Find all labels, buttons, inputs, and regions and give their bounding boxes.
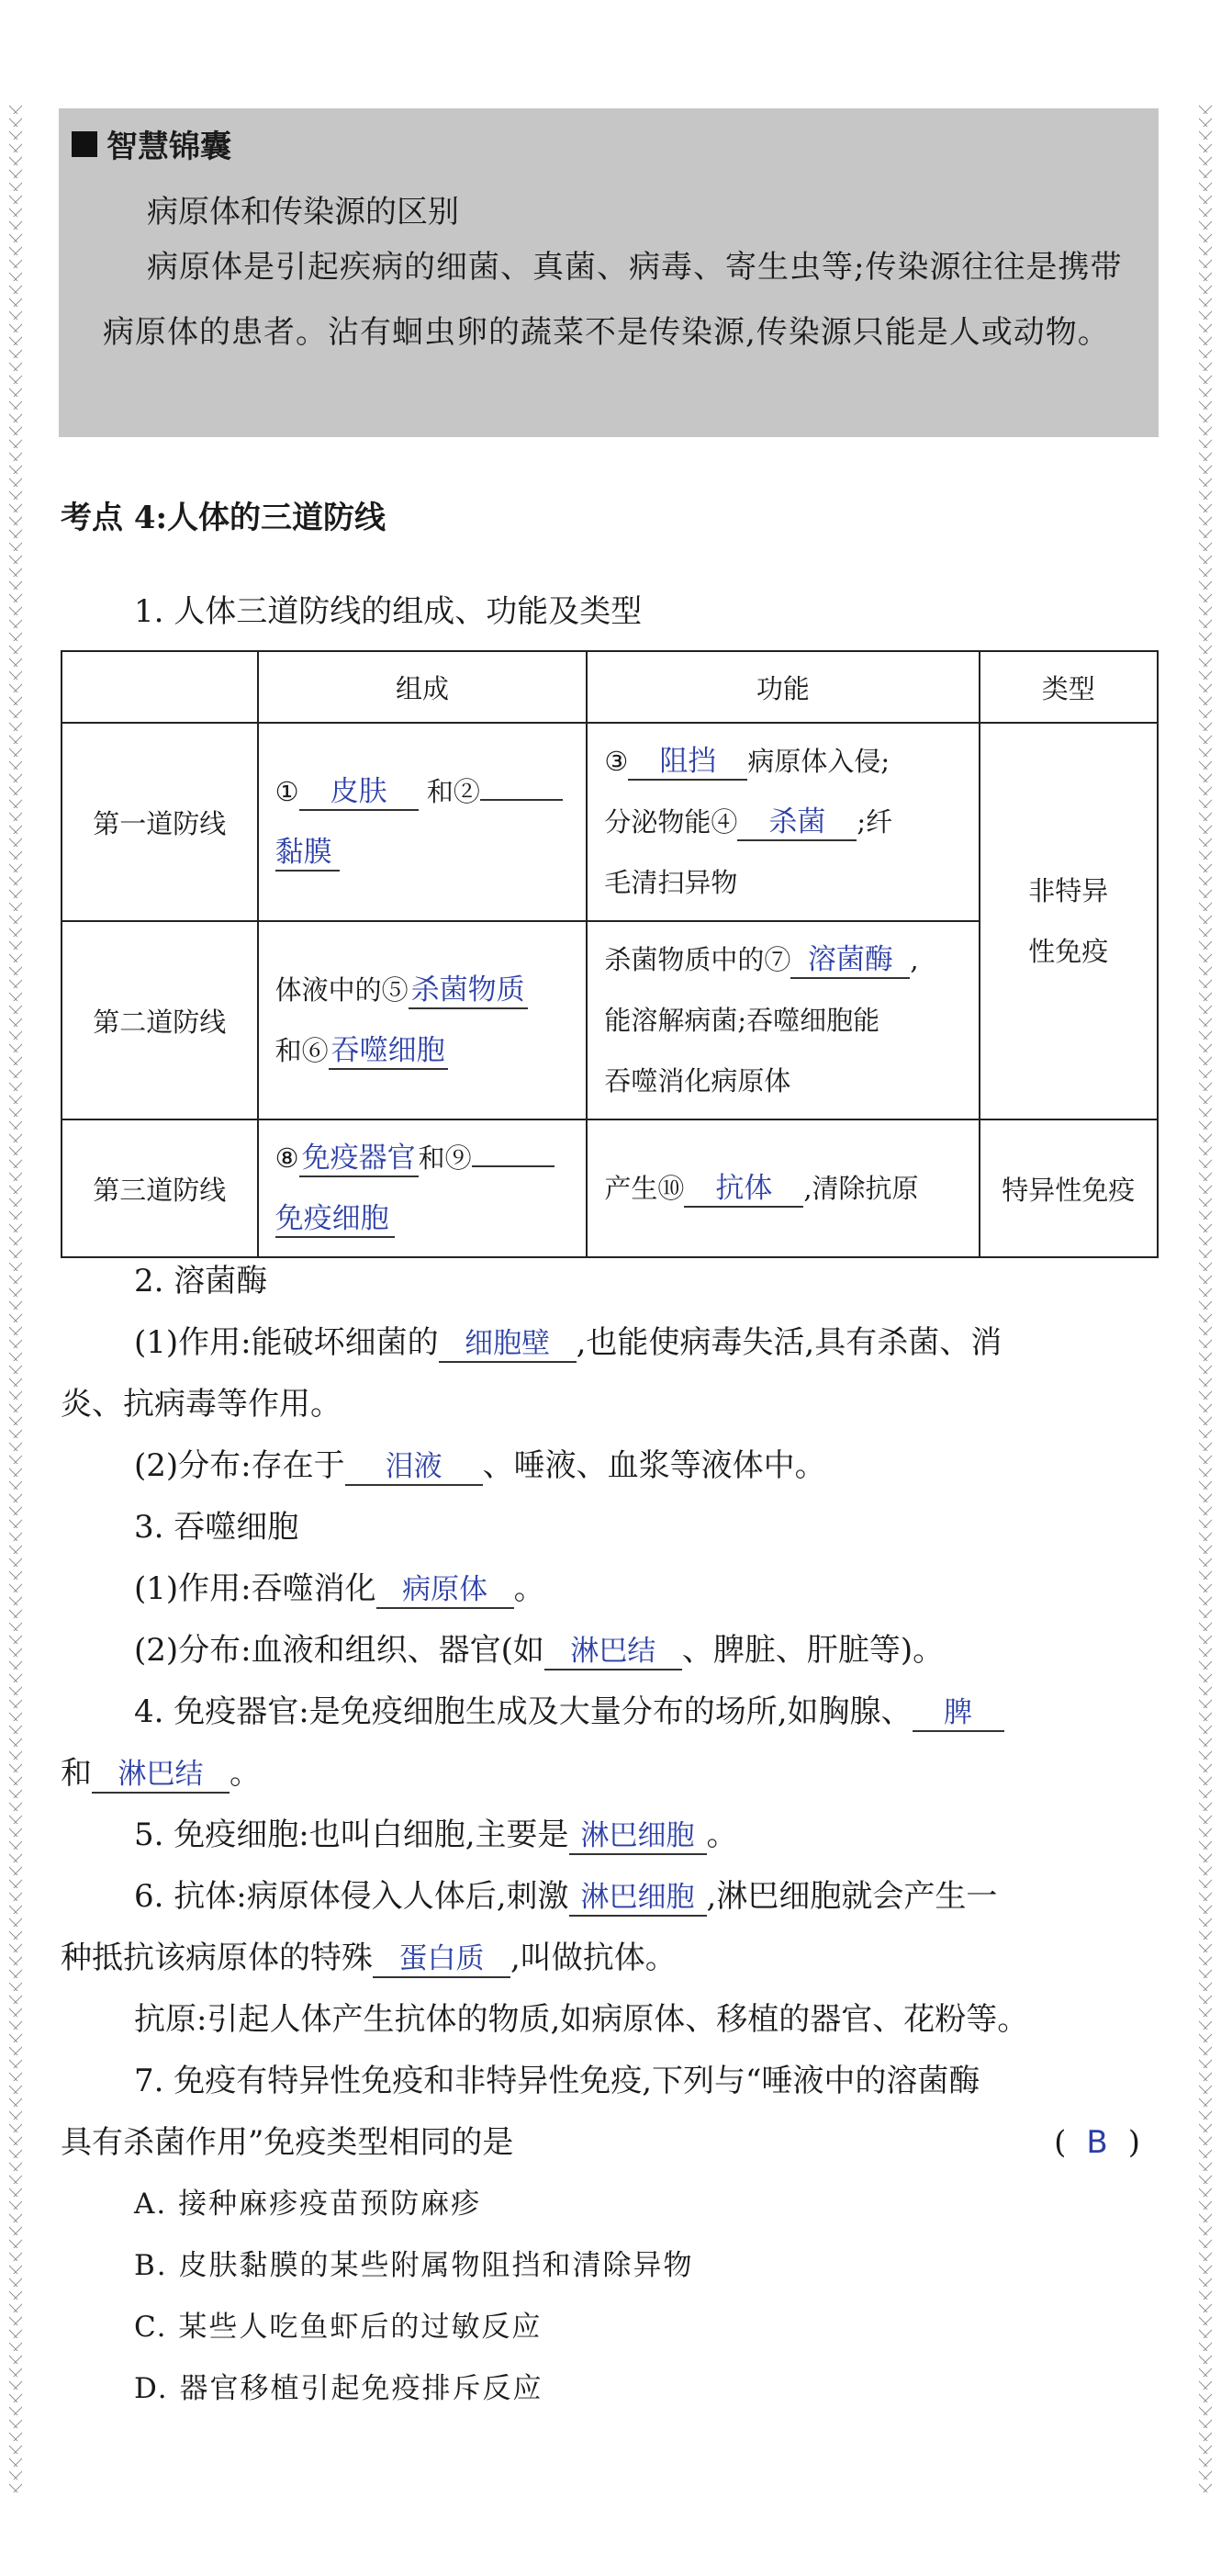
q6-answer-2: 蛋白质 — [373, 1942, 510, 1978]
q2-answer-1: 细胞壁 — [439, 1327, 577, 1363]
tip-box — [59, 108, 1159, 437]
row1-function: ③ 阻挡 病原体入侵; 分泌物能④ 杀菌 ;纤 毛清扫异物 — [587, 723, 979, 921]
q6-antigen: 抗原:引起人体产生抗体的物质,如病原体、移植的器官、花粉等。 — [134, 2001, 1029, 2038]
q4-line2: 和 淋巴结 。 — [61, 1743, 1159, 1805]
q3-line2: (2)分布:血液和组织、器官(如 淋巴结 、脾脏、肝脏等)。 — [61, 1620, 1159, 1682]
q2-line1-cont: 炎、抗病毒等作用。 — [61, 1386, 342, 1423]
q7-option-a: A. 接种麻疹疫苗预防麻疹 — [134, 2188, 482, 2221]
q7-option-b: B. 皮肤黏膜的某些附属物阻挡和清除异物 — [134, 2249, 694, 2282]
row2-function: 杀菌物质中的⑦ 溶菌酶 , 能溶解病菌;吞噬细胞能 吞噬消化病原体 — [587, 921, 979, 1119]
tip-body: 病原体是引起疾病的细菌、真菌、病毒、寄生虫等;传染源往往是携带病原体的患者。沾有蛔虫卵的蔬菜不是传染源,传染源只能是人或动物。 — [103, 249, 1123, 351]
q7-line1: 7. 免疫有特异性免疫和非特异性免疫,下列与“唾液中的溶菌酶 — [134, 2063, 980, 2099]
answer-8: 免疫器官 — [299, 1142, 419, 1177]
q2-title: 2. 溶菌酶 — [134, 1263, 268, 1299]
q3-title: 3. 吞噬细胞 — [134, 1509, 299, 1546]
q3-line1: (1)作用:吞噬消化 病原体 。 — [61, 1558, 1159, 1620]
q4-answer-2: 淋巴结 — [92, 1758, 230, 1794]
answer-1: 皮肤 — [299, 775, 419, 811]
header-composition: 组成 — [258, 651, 588, 723]
header-blank — [62, 651, 258, 723]
q2-answer-2: 泪液 — [345, 1450, 483, 1486]
header-type: 类型 — [980, 651, 1158, 723]
row3-function: 产生⑩ 抗体 ,清除抗原 — [587, 1119, 979, 1257]
defense-table — [61, 650, 1159, 1258]
right-decorative-border — [1199, 101, 1212, 2493]
q4-line1: 4. 免疫器官:是免疫细胞生成及大量分布的场所,如胸腺、 脾 — [61, 1682, 1159, 1743]
header-function: 功能 — [587, 651, 979, 723]
q7-line2: 具有杀菌作用”免疫类型相同的是 ( B ) — [61, 2112, 1159, 2174]
q6-line2: 种抵抗该病原体的特殊 蛋白质 ,叫做抗体。 — [61, 1928, 1159, 1989]
answer-9: 免疫细胞 — [275, 1202, 395, 1238]
answer-10: 抗体 — [684, 1172, 803, 1208]
answer-7: 溶菌酶 — [790, 943, 910, 979]
tip-subtitle: 病原体和传染源的区别 — [147, 194, 459, 231]
answer-5: 杀菌物质 — [409, 973, 528, 1009]
answer-4: 杀菌 — [737, 805, 857, 841]
q3-answer-2: 淋巴结 — [544, 1635, 682, 1670]
row3-composition: ⑧免疫器官 和⑨ 免疫细胞 — [258, 1119, 588, 1257]
q2-line2: (2)分布:存在于 泪液 、唾液、血浆等液体中。 — [61, 1435, 1159, 1497]
row2-name: 第二道防线 — [62, 921, 258, 1119]
answer-6: 吞噬细胞 — [329, 1034, 448, 1070]
q2-line1: (1)作用:能破坏细菌的 细胞壁 ,也能使病毒失活,具有杀菌、消 — [61, 1312, 1159, 1374]
q4-answer-1: 脾 — [913, 1696, 1004, 1732]
q6-line1: 6. 抗体:病原体侵入人体后,刺激 淋巴细胞 ,淋巴细胞就会产生一 — [61, 1866, 1159, 1928]
square-bullet-icon — [72, 131, 97, 157]
tip-title: 智慧锦囊 — [72, 121, 1135, 166]
table-row — [62, 1119, 1158, 1257]
answer-3: 阻挡 — [628, 745, 747, 781]
q7-option-c: C. 某些人吃鱼虾后的过敏反应 — [134, 2311, 543, 2344]
q5-answer: 淋巴细胞 — [569, 1819, 707, 1855]
row3-name: 第三道防线 — [62, 1119, 258, 1257]
table-row — [62, 723, 1158, 921]
row2-composition: 体液中的⑤杀菌物质 和⑥吞噬细胞 — [258, 921, 588, 1119]
table-header-row — [62, 651, 1158, 723]
q3-answer-1: 病原体 — [376, 1573, 514, 1609]
q7-answer: B — [1086, 2124, 1108, 2161]
q6-answer-1: 淋巴细胞 — [569, 1881, 707, 1917]
item1-heading: 1. 人体三道防线的组成、功能及类型 — [134, 593, 643, 630]
q7-answer-bracket: ( B ) — [1054, 2124, 1140, 2161]
left-decorative-border — [9, 101, 22, 2493]
q5-line: 5. 免疫细胞:也叫白细胞,主要是 淋巴细胞 。 — [61, 1805, 1159, 1866]
answer-2: 黏膜 — [275, 836, 340, 872]
question-content — [61, 1251, 1159, 2420]
q7-option-d: D. 器官移植引起免疫排斥反应 — [134, 2372, 543, 2405]
section-title: 考点 4:人体的三道防线 — [61, 500, 386, 536]
row1-name: 第一道防线 — [62, 723, 258, 921]
type-specific: 特异性免疫 — [980, 1119, 1158, 1257]
row1-composition: ① 皮肤 和② 黏膜 — [258, 723, 588, 921]
type-nonspecific: 非特异性免疫 — [980, 723, 1158, 1119]
